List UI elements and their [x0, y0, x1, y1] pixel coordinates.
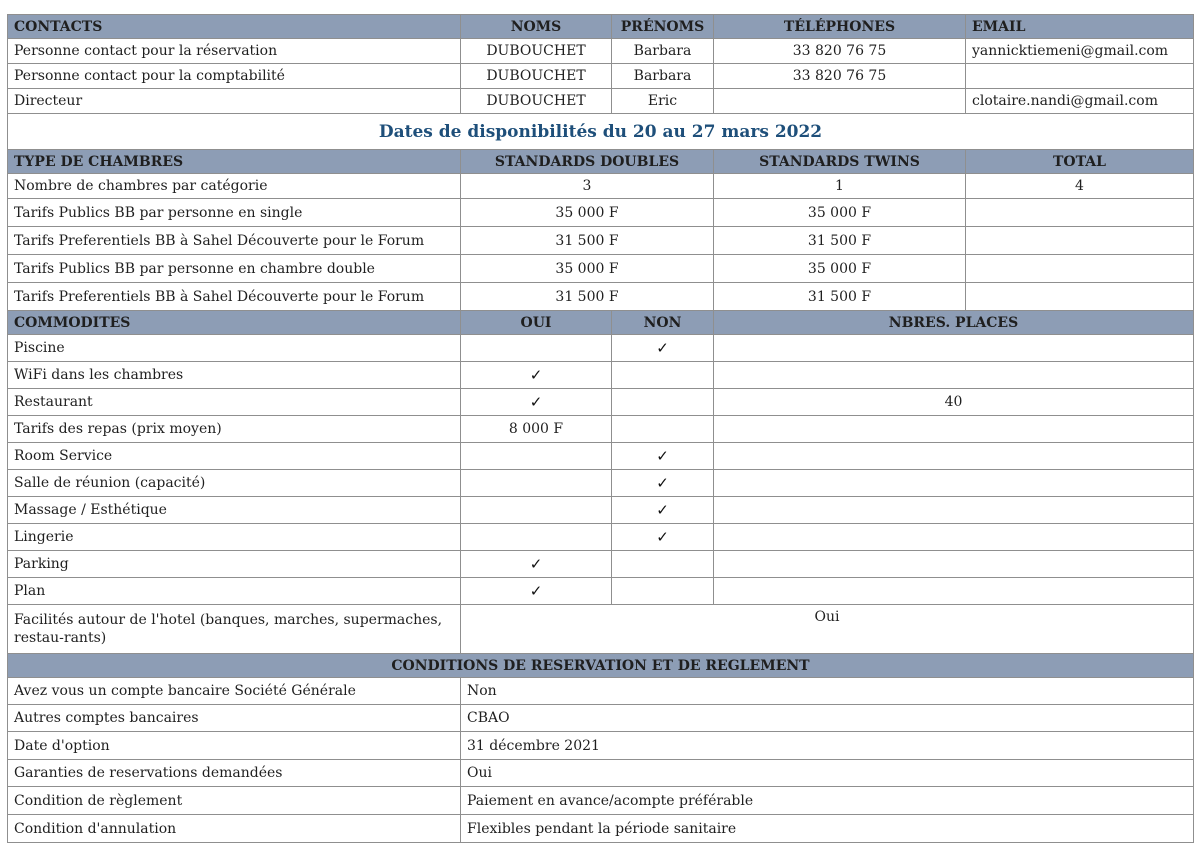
amenity-non	[612, 578, 714, 605]
room-total	[966, 227, 1194, 255]
amenity-label: Restaurant	[8, 389, 461, 416]
contact-email[interactable]: clotaire.nandi@gmail.com	[966, 89, 1194, 114]
condition-value: Non	[461, 678, 1194, 705]
amenity-places	[714, 335, 1194, 362]
contact-nom: DUBOUCHET	[461, 89, 612, 114]
condition-value: CBAO	[461, 705, 1194, 732]
room-doubles: 3	[461, 174, 714, 199]
room-total	[966, 283, 1194, 311]
room-type-header: TYPE DE CHAMBRES	[8, 150, 461, 174]
amenity-places	[714, 497, 1194, 524]
amenity-row	[8, 497, 1194, 524]
amenity-label: Parking	[8, 551, 461, 578]
room-row	[8, 283, 1194, 311]
room-doubles: 31 500 F	[461, 227, 714, 255]
amenity-row	[8, 578, 1194, 605]
contact-label: Personne contact pour la comptabilité	[8, 64, 461, 89]
amenity-places	[714, 578, 1194, 605]
room-twins: 31 500 F	[714, 227, 966, 255]
amenity-label: Tarifs des repas (prix moyen)	[8, 416, 461, 443]
contacts-header-row	[8, 15, 1194, 39]
contact-email	[966, 64, 1194, 89]
amenity-oui	[461, 524, 612, 551]
amenity-non: ✓	[612, 443, 714, 470]
room-twins: 1	[714, 174, 966, 199]
contact-prenom: Barbara	[612, 39, 714, 64]
contact-nom: DUBOUCHET	[461, 64, 612, 89]
facilities-value: Oui	[461, 605, 1194, 654]
contact-prenom: Eric	[612, 89, 714, 114]
amenity-places	[714, 551, 1194, 578]
amenity-non	[612, 389, 714, 416]
condition-row	[8, 787, 1194, 815]
amenity-oui: 8 000 F	[461, 416, 612, 443]
amenity-label: Lingerie	[8, 524, 461, 551]
room-total	[966, 255, 1194, 283]
amenity-places	[714, 443, 1194, 470]
amenity-oui: ✓	[461, 389, 612, 416]
condition-row	[8, 760, 1194, 787]
amenity-places	[714, 416, 1194, 443]
amenities-header-row	[8, 311, 1194, 335]
contact-tel: 33 820 76 75	[714, 39, 966, 64]
condition-label: Date d'option	[8, 732, 461, 760]
room-label: Tarifs Publics BB par personne en single	[8, 199, 461, 227]
amenity-oui	[461, 470, 612, 497]
rooms-header-row	[8, 150, 1194, 174]
contact-nom: DUBOUCHET	[461, 39, 612, 64]
amenity-label: Plan	[8, 578, 461, 605]
contact-row	[8, 64, 1194, 89]
amenity-places	[714, 524, 1194, 551]
places-header: NBRES. PLACES	[714, 311, 1194, 335]
room-label: Tarifs Publics BB par personne en chambre double	[8, 255, 461, 283]
amenity-non: ✓	[612, 470, 714, 497]
amenity-row	[8, 335, 1194, 362]
amenity-non: ✓	[612, 335, 714, 362]
amenity-label: Salle de réunion (capacité)	[8, 470, 461, 497]
condition-label: Garanties de reservations demandées	[8, 760, 461, 787]
condition-row	[8, 705, 1194, 732]
amenity-oui	[461, 443, 612, 470]
room-label: Tarifs Preferentiels BB à Sahel Découverte pour le Forum	[8, 227, 461, 255]
condition-value: Flexibles pendant la période sanitaire	[461, 815, 1194, 843]
contact-tel	[714, 89, 966, 114]
room-row	[8, 174, 1194, 199]
condition-label: Avez vous un compte bancaire Société Générale	[8, 678, 461, 705]
amenity-row	[8, 443, 1194, 470]
amenity-label: Piscine	[8, 335, 461, 362]
condition-value: Oui	[461, 760, 1194, 787]
email-header: EMAIL	[966, 15, 1194, 39]
room-label: Nombre de chambres par catégorie	[8, 174, 461, 199]
room-twins: 31 500 F	[714, 283, 966, 311]
amenity-oui: ✓	[461, 578, 612, 605]
contacts-header: CONTACTS	[8, 15, 461, 39]
condition-label: Autres comptes bancaires	[8, 705, 461, 732]
contact-label: Directeur	[8, 89, 461, 114]
noms-header: NOMS	[461, 15, 612, 39]
conditions-header-row	[8, 654, 1194, 678]
room-doubles: 35 000 F	[461, 199, 714, 227]
amenity-oui: ✓	[461, 362, 612, 389]
amenity-label: Room Service	[8, 443, 461, 470]
standards-doubles-header: STANDARDS DOUBLES	[461, 150, 714, 174]
condition-label: Condition d'annulation	[8, 815, 461, 843]
room-label: Tarifs Preferentiels BB à Sahel Découverte pour le Forum	[8, 283, 461, 311]
amenity-places	[714, 362, 1194, 389]
amenity-row	[8, 551, 1194, 578]
amenity-oui	[461, 335, 612, 362]
amenity-label: Massage / Esthétique	[8, 497, 461, 524]
amenity-row	[8, 524, 1194, 551]
room-total: 4	[966, 174, 1194, 199]
room-doubles: 31 500 F	[461, 283, 714, 311]
amenity-label: WiFi dans les chambres	[8, 362, 461, 389]
telephones-header: TÉLÉPHONES	[714, 15, 966, 39]
amenity-row	[8, 389, 1194, 416]
amenity-non: ✓	[612, 524, 714, 551]
amenity-places	[714, 470, 1194, 497]
contact-row	[8, 39, 1194, 64]
amenity-row	[8, 470, 1194, 497]
commodites-header: COMMODITES	[8, 311, 461, 335]
amenity-row	[8, 362, 1194, 389]
condition-row	[8, 732, 1194, 760]
amenity-non	[612, 416, 714, 443]
condition-label: Condition de règlement	[8, 787, 461, 815]
amenity-places: 40	[714, 389, 1194, 416]
prenoms-header: PRÉNOMS	[612, 15, 714, 39]
amenity-non: ✓	[612, 497, 714, 524]
facilities-row	[8, 605, 1194, 654]
contact-prenom: Barbara	[612, 64, 714, 89]
contact-label: Personne contact pour la réservation	[8, 39, 461, 64]
condition-row	[8, 678, 1194, 705]
standards-twins-header: STANDARDS TWINS	[714, 150, 966, 174]
amenity-oui	[461, 497, 612, 524]
condition-value: 31 décembre 2021	[461, 732, 1194, 760]
contact-email[interactable]: yannicktiemeni@gmail.com	[966, 39, 1194, 64]
amenity-non	[612, 551, 714, 578]
room-row	[8, 199, 1194, 227]
room-row	[8, 255, 1194, 283]
room-total	[966, 199, 1194, 227]
amenity-row	[8, 416, 1194, 443]
room-row	[8, 227, 1194, 255]
facilities-label: Facilités autour de l'hotel (banques, marches, supermaches, restau-rants)	[8, 605, 461, 654]
non-header: NON	[612, 311, 714, 335]
amenity-non	[612, 362, 714, 389]
hotel-info-table	[7, 14, 1194, 843]
contact-tel: 33 820 76 75	[714, 64, 966, 89]
room-twins: 35 000 F	[714, 199, 966, 227]
conditions-header: CONDITIONS DE RESERVATION ET DE REGLEMENT	[8, 654, 1194, 678]
room-twins: 35 000 F	[714, 255, 966, 283]
condition-row	[8, 815, 1194, 843]
amenity-oui: ✓	[461, 551, 612, 578]
availability-title: Dates de disponibilités du 20 au 27 mars 2022	[8, 114, 1194, 150]
availability-title-row	[8, 114, 1194, 150]
contact-row	[8, 89, 1194, 114]
total-header: TOTAL	[966, 150, 1194, 174]
oui-header: OUI	[461, 311, 612, 335]
room-doubles: 35 000 F	[461, 255, 714, 283]
condition-value: Paiement en avance/acompte préférable	[461, 787, 1194, 815]
